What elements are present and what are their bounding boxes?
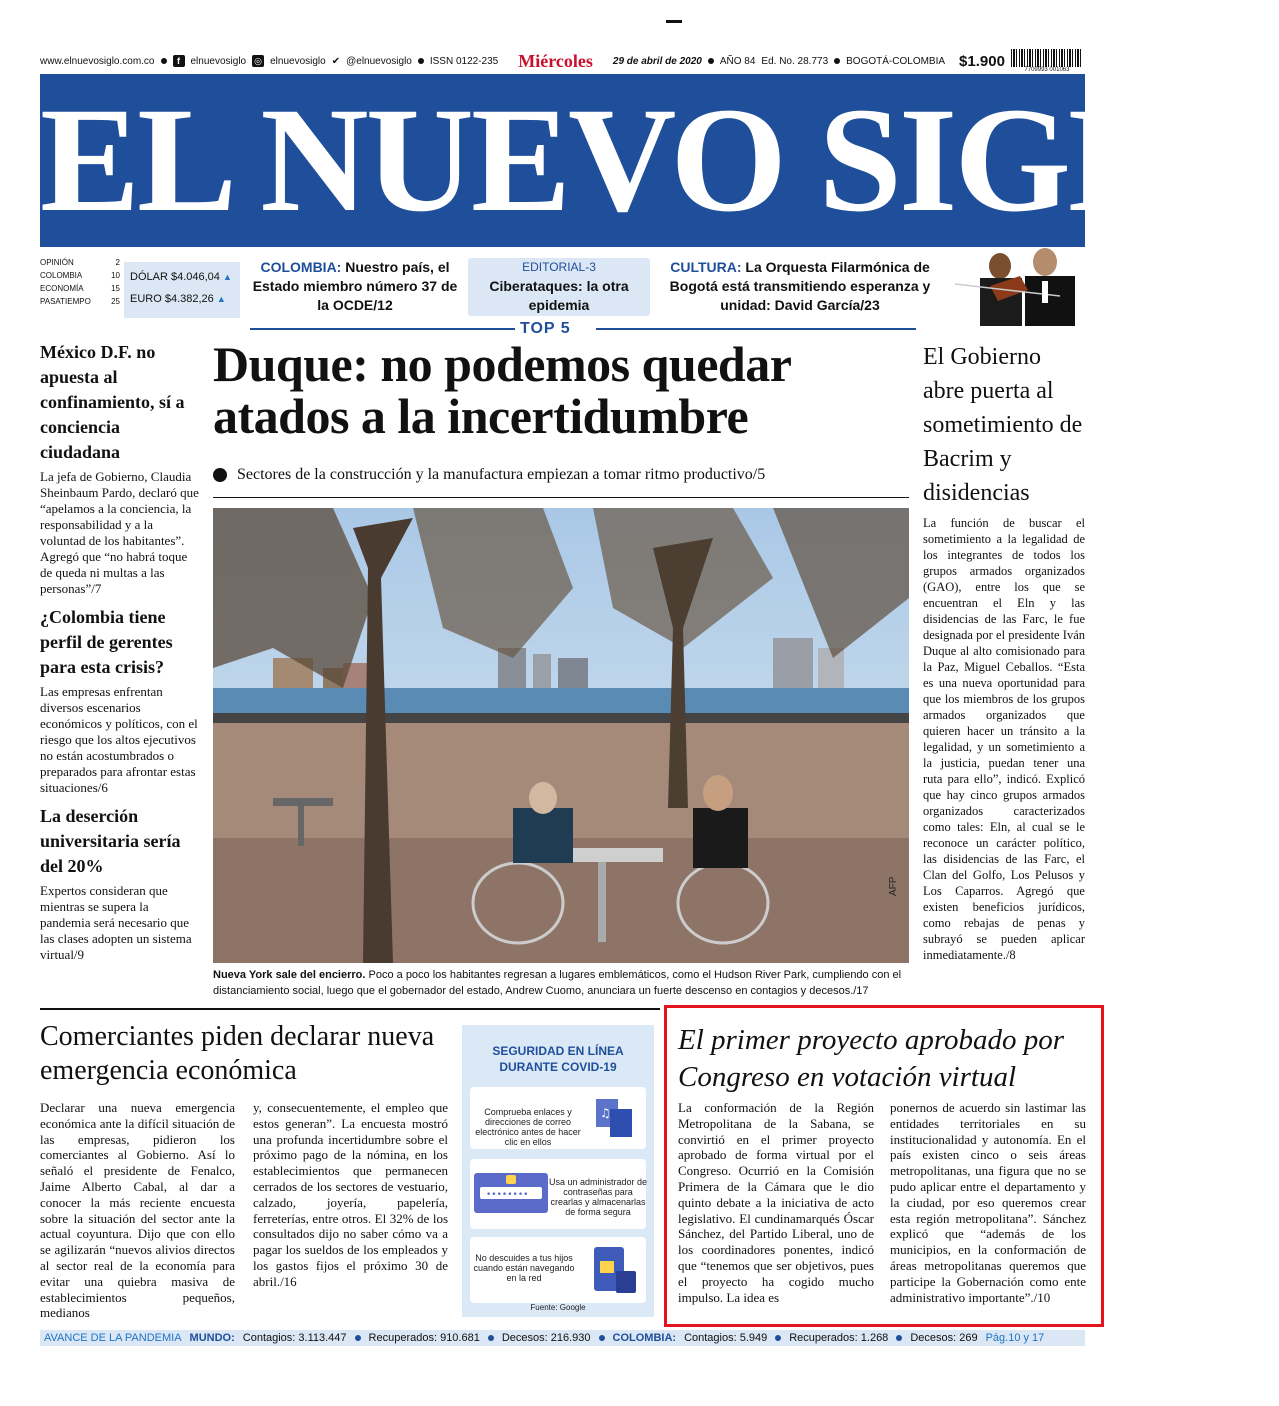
documents-icon xyxy=(592,1095,642,1143)
index-label[interactable]: PASATIEMPO xyxy=(40,297,91,306)
infographic-title: SEGURIDAD EN LÍNEA DURANTE COVID-19 xyxy=(492,1044,624,1074)
story-body: La jefa de Gobierno, Claudia Sheinbaum Pardo, declaró que “apelamos a la conciencia, la responsabilidad y a la voluntad de los habitantes”. Agregó que “no habrá toque de queda ni multas a las personas”/7 xyxy=(40,469,199,596)
teaser-editorial[interactable] xyxy=(468,258,650,316)
congreso-col1: La conformación de la Región Metropolitana de la Sabana, se convirtió en el primer proyecto aprobado de forma virtual por el Congreso. Ocurrió en la Comisión Primera de la Cámara que le dio quinto debate a la iniciativa de acto legislativo. El cundinamarqués Óscar Sánchez, del Partido Liberal, uno de los coordinadores ponentes, indicó que “tenemos que ser objetivos, pues el proyecto ha cogido mucho impulso. La idea es xyxy=(678,1100,874,1305)
index-label[interactable]: COLOMBIA xyxy=(40,271,83,280)
issn: ISSN 0122-235 xyxy=(429,55,499,67)
bullet-icon xyxy=(708,58,714,64)
comerciantes-col1: Declarar una nueva emergencia económica ante la difícil situación de las empresas, pidieron los comerciantes al Gobierno. Así lo señaló el presidente de Fenalco, Jaime Alberto Cabal, al dar a conocer la más reciente encuesta sobre la situación del sector ante la actual coyuntura. Dijo que con ello se agilizarán “nuevos alivios directos al sector real de la economía para evitar una quiebra masiva de establecimientos pequeños, medianos xyxy=(40,1100,235,1321)
headline-rule xyxy=(213,497,909,498)
svg-text:♫: ♫ xyxy=(600,1106,611,1120)
bullet-icon xyxy=(418,58,424,64)
congreso-col2: ponernos de acuerdo sin lastimar las entidades territoriales en su institucionalidad y autonomía. En el país existen cinco o seis áreas metropolitanas, una figura que no se pudo aplicar entre el departamento y la ciudad, por eso queremos crear esta región metropolitana”. Sánchez explicó que “además de los municipios, en la conformación de áreas metropolitanas queremos que participe la Gobernación como ente administrativo importante”./10 xyxy=(890,1100,1086,1305)
bullet-icon xyxy=(213,468,227,482)
bullet-icon xyxy=(896,1335,902,1341)
weekday: Miércoles xyxy=(518,50,593,71)
teaser-text: Nuestro país, el Estado miembro número 37 de la OCDE/12 xyxy=(252,259,458,313)
bullet-icon xyxy=(775,1335,781,1341)
section-rule xyxy=(250,328,515,330)
tablet-lock-icon xyxy=(590,1243,640,1295)
dollar-rate: DÓLAR $4.046,04 xyxy=(130,271,220,283)
facebook-handle[interactable]: elnuevosiglo xyxy=(190,55,247,67)
ticker-label: AVANCE DE LA PANDEMIA xyxy=(44,1332,182,1344)
twitter-handle[interactable]: @elnuevosiglo xyxy=(346,55,412,67)
subhead-text: Sectores de la construcción y la manufactura empiezan a tomar ritmo productivo/5 xyxy=(237,466,766,483)
main-headline[interactable]: Duque: no podemos quedar atados a la incertidumbre xyxy=(213,336,791,444)
section-divider xyxy=(40,1008,660,1010)
ticker-value: Recuperados: 1.268 xyxy=(789,1332,889,1344)
price: $1.900 xyxy=(959,52,1005,70)
ticker-value: Contagios: 5.949 xyxy=(684,1332,768,1344)
teaser-colombia[interactable] xyxy=(250,258,460,315)
pandemic-ticker xyxy=(40,1330,1085,1346)
congreso-headline[interactable]: El primer proyecto aprobado por Congreso en votación virtual xyxy=(678,1024,1065,1093)
ticker-value: Decesos: 216.930 xyxy=(501,1332,591,1344)
twitter-icon: ✔ xyxy=(331,55,341,67)
barcode-number: 7709993 001063 xyxy=(1024,66,1070,73)
issue-year: AÑO 84 xyxy=(719,55,756,67)
story-headline[interactable]: La deserción universitaria sería del 20% xyxy=(40,806,181,876)
caption-text: Poco a poco los habitantes regresan a lugares emblemáticos, como el Hudson River Park, cumpliendo con el distanciamiento social, luego que el gobernador del estado, Andrew Cuomo, anunciara un fuerte descenso en contagios y decesos./17 xyxy=(213,969,902,997)
caption-lead: Nueva York sale del encierro. xyxy=(213,969,366,981)
bullet-icon xyxy=(488,1335,494,1341)
story-body: Expertos consideran que mientras se supera la pandemia será necesario que las clases adopten un sistema virtual/9 xyxy=(40,883,192,962)
ticker-key: MUNDO: xyxy=(189,1332,235,1344)
exchange-rates xyxy=(124,262,240,318)
comerciantes-headline[interactable]: Comerciantes piden declarar nueva emergencia económica xyxy=(40,1021,435,1086)
printer-mark xyxy=(666,20,682,23)
teaser-cultura[interactable] xyxy=(660,258,940,315)
teaser-key: COLOMBIA: xyxy=(260,259,342,275)
index-page: 10 xyxy=(111,271,120,280)
photo-credit: AFP xyxy=(888,876,899,896)
newspaper-title: EL NUEVO SIGLO xyxy=(40,77,1279,243)
bullet-icon xyxy=(599,1335,605,1341)
barcode-icon xyxy=(1011,49,1083,67)
up-arrow-icon: ▲ xyxy=(216,294,226,304)
teaser-key: EDITORIAL-3 xyxy=(522,260,596,274)
story-body: Las empresas enfrentan diversos escenarios económicos y políticos, con el riesgo que los altos ejecutivos no están acostumbrados o preparados para afrontar estas situaciones/6 xyxy=(40,684,198,795)
main-subhead xyxy=(213,466,913,484)
password-manager-icon xyxy=(472,1171,550,1219)
section-rule xyxy=(596,328,916,330)
top5-label: TOP 5 xyxy=(520,320,571,337)
tip-text: Comprueba enlaces y direcciones de correo electrónico antes de hacer clic en ellos xyxy=(475,1107,581,1147)
comerciantes-col2: y, consecuentemente, el empleo que estos generan”. La encuesta mostró una profunda incertidumbre sobre el próximo pago de la nómina, en los establecimientos que permanecen cerrados de los sectores de vestuario, calzado, joyería, papelería, ferreterías, entre otros. El 32% de los consultados dijo no saber cómo va a pagar los sueldos de los empleados y los gastos fijos el próximo 30 de abril./16 xyxy=(253,1100,448,1289)
tip-text: No descuides a tus hijos cuando están navegando en la red xyxy=(473,1253,575,1283)
section-index xyxy=(40,256,120,308)
instagram-handle[interactable]: elnuevosiglo xyxy=(270,55,326,67)
masthead xyxy=(40,74,1279,247)
ticker-key: COLOMBIA: xyxy=(612,1332,677,1344)
teaser-text: La Orquesta Filarmónica de Bogotá está transmitiendo esperanza y unidad: David García/23 xyxy=(669,259,931,313)
website-link[interactable]: www.elnuevosiglo.com.co xyxy=(40,55,155,67)
euro-rate: EURO $4.382,26 xyxy=(130,293,214,305)
teaser-key: CULTURA: xyxy=(670,259,742,275)
right-body: La función de buscar el sometimiento a la legalidad de los integrantes de todos los grupos armados organizados (GAO), entre los que se encuentran el Eln y las disidencias de las Farc, le fue designada por el presidente Iván Duque al alto comisionado para la Paz, Miguel Ceballos. “Esta es una nueva oportunidad para que los miembros de los grupos armados organizados que quieren hacer un tránsito a la legalidad, y un sometimiento a la justicia, puedan tener una ruta para ello”, indicó. Explicó que hay cinco grupos armados organizados caracterizados como tales: Eln, al cual se le reconoce un carácter político, las disidencias de las Farc, el Clan del Golfo, Los Pelusos y Los Caparros. Agregó que existen beneficios jurídicos, como rebajas de penas y subrayó se pueden aplicar inmediatamente./8 xyxy=(923,516,1085,962)
instagram-icon: ◎ xyxy=(252,55,264,67)
story-headline[interactable]: ¿Colombia tiene perfil de gerentes para esta crisis? xyxy=(40,607,173,677)
index-page: 25 xyxy=(111,297,120,306)
city: BOGOTÁ-COLOMBIA xyxy=(846,55,946,67)
main-photo xyxy=(213,508,909,963)
index-page: 15 xyxy=(111,284,120,293)
right-headline[interactable]: El Gobierno abre puerta al sometimiento de Bacrim y disidencias xyxy=(923,344,1083,506)
password-mask: •••••••• xyxy=(486,1190,529,1200)
issue-date: 29 de abril de 2020 xyxy=(612,55,702,67)
edition-number: Ed. No. 28.773 xyxy=(761,55,829,67)
infographic-source: Fuente: Google xyxy=(530,1303,586,1312)
teaser-text: Ciberataques: la otra epidemia xyxy=(489,278,629,313)
up-arrow-icon: ▲ xyxy=(222,272,232,282)
tip-text: Usa un administrador de contraseñas para crearlas y almacenarlas de forma segura xyxy=(548,1177,648,1217)
violinist-photo xyxy=(950,246,1085,326)
ticker-value: Contagios: 3.113.447 xyxy=(242,1332,347,1344)
security-infographic xyxy=(462,1025,654,1317)
bullet-icon xyxy=(834,58,840,64)
bullet-icon xyxy=(161,58,167,64)
ticker-value: Decesos: 269 xyxy=(910,1332,978,1344)
top-info-bar xyxy=(40,50,1085,72)
index-label[interactable]: OPINIÓN xyxy=(40,258,74,267)
index-page: 2 xyxy=(115,258,120,267)
story-headline[interactable]: México D.F. no apuesta al confinamiento, sí a conciencia ciudadana xyxy=(40,342,185,462)
index-label[interactable]: ECONOMÍA xyxy=(40,284,84,293)
photo-caption xyxy=(213,967,913,999)
left-column xyxy=(40,340,200,963)
facebook-icon: f xyxy=(173,55,185,67)
bullet-icon xyxy=(355,1335,361,1341)
ticker-pages[interactable]: Pág.10 y 17 xyxy=(985,1332,1045,1344)
ticker-value: Recuperados: 910.681 xyxy=(368,1332,480,1344)
